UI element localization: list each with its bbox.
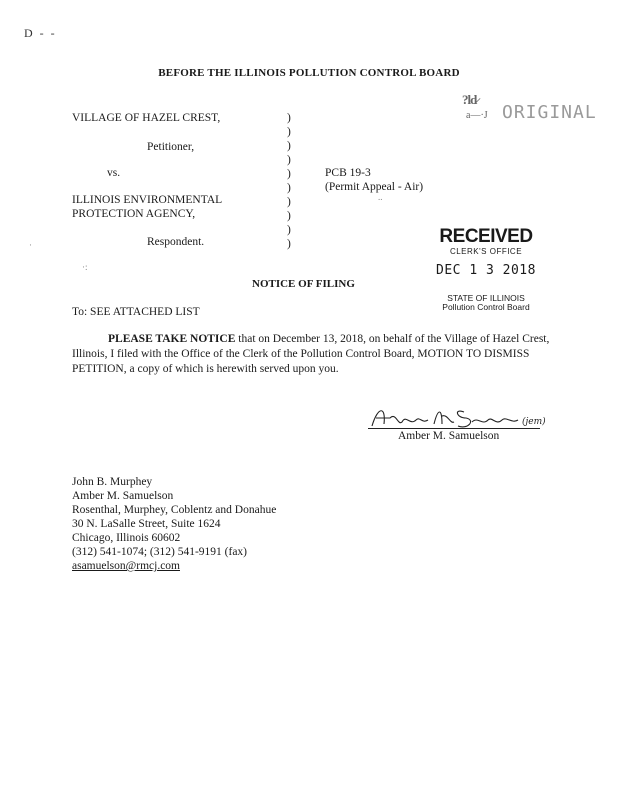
state-stamp bbox=[418, 294, 554, 312]
board-title: BEFORE THE ILLINOIS POLLUTION CONTROL BOARD bbox=[158, 67, 460, 79]
address-line: Amber M. Samuelson bbox=[72, 490, 174, 502]
address-block bbox=[72, 475, 276, 573]
petitioner-role: Petitioner, bbox=[147, 141, 195, 153]
notice-title: NOTICE OF FILING bbox=[252, 278, 355, 290]
respondent-name-line2: PROTECTION AGENCY, bbox=[72, 208, 196, 220]
respondent-role: Respondent. bbox=[147, 236, 205, 248]
stamp-mark-1: ?ld̷ bbox=[462, 92, 477, 107]
stamp-mark-2: a—·J bbox=[466, 110, 488, 121]
signature-suffix: (jem) bbox=[522, 417, 546, 427]
board-line: Pollution Control Board bbox=[442, 302, 530, 312]
scan-speck: ·: bbox=[82, 262, 88, 272]
bracket-mark: ) bbox=[287, 154, 291, 166]
notice-lead: PLEASE TAKE NOTICE bbox=[108, 333, 236, 345]
case-type: (Permit Appeal - Air) bbox=[325, 181, 424, 193]
corner-mark: D - - bbox=[24, 26, 57, 40]
address-line: Rosenthal, Murphey, Coblentz and Donahue bbox=[72, 504, 277, 516]
versus-label: vs. bbox=[107, 167, 121, 179]
notice-body bbox=[72, 332, 552, 377]
bracket-mark: ) bbox=[287, 238, 291, 250]
bracket-mark: ) bbox=[287, 168, 291, 180]
filing-stamp bbox=[462, 92, 597, 132]
respondent-name-line1: ILLINOIS ENVIRONMENTAL bbox=[72, 194, 223, 206]
bracket-mark: ) bbox=[287, 210, 291, 222]
received-stamp bbox=[418, 227, 554, 278]
bracket-mark: ) bbox=[287, 126, 291, 138]
case-number: PCB 19-3 bbox=[325, 167, 371, 179]
address-line: (312) 541-1074; (312) 541-9191 (fax) bbox=[72, 546, 248, 558]
bracket-mark: ) bbox=[287, 196, 291, 208]
address-line: Chicago, Illinois 60602 bbox=[72, 532, 181, 544]
petitioner-name: VILLAGE OF HAZEL CREST, bbox=[72, 112, 221, 124]
signature-line bbox=[368, 428, 540, 429]
clerks-office: CLERK'S OFFICE bbox=[449, 247, 523, 256]
notice-text: that on December 13, 2018, on behalf of the Village of Hazel Crest, Illinois, I filed with the Office of the Clerk of the Pollution Control Board, MOTION TO DISMISS PETITION, a copy of which is herewith served upon you. bbox=[72, 333, 550, 375]
email-link[interactable]: asamuelson@rmcj.com bbox=[72, 560, 180, 572]
bracket-mark: ) bbox=[287, 224, 291, 236]
to-line: To: SEE ATTACHED LIST bbox=[72, 306, 200, 318]
signer-name: Amber M. Samuelson bbox=[398, 430, 500, 442]
scan-speck: · bbox=[29, 240, 32, 250]
address-line: John B. Murphey bbox=[72, 476, 153, 488]
original-stamp: ORIGINAL bbox=[502, 102, 597, 123]
received-date: DEC 1 3 2018 bbox=[436, 263, 536, 278]
bracket-mark: ) bbox=[287, 140, 291, 152]
state-line: STATE OF ILLINOIS bbox=[447, 293, 525, 303]
bracket-mark: ) bbox=[287, 112, 291, 124]
scan-speck: .. bbox=[378, 192, 383, 202]
received-heading: RECEIVED bbox=[439, 226, 533, 247]
address-line: 30 N. LaSalle Street, Suite 1624 bbox=[72, 518, 221, 530]
bracket-mark: ) bbox=[287, 182, 291, 194]
